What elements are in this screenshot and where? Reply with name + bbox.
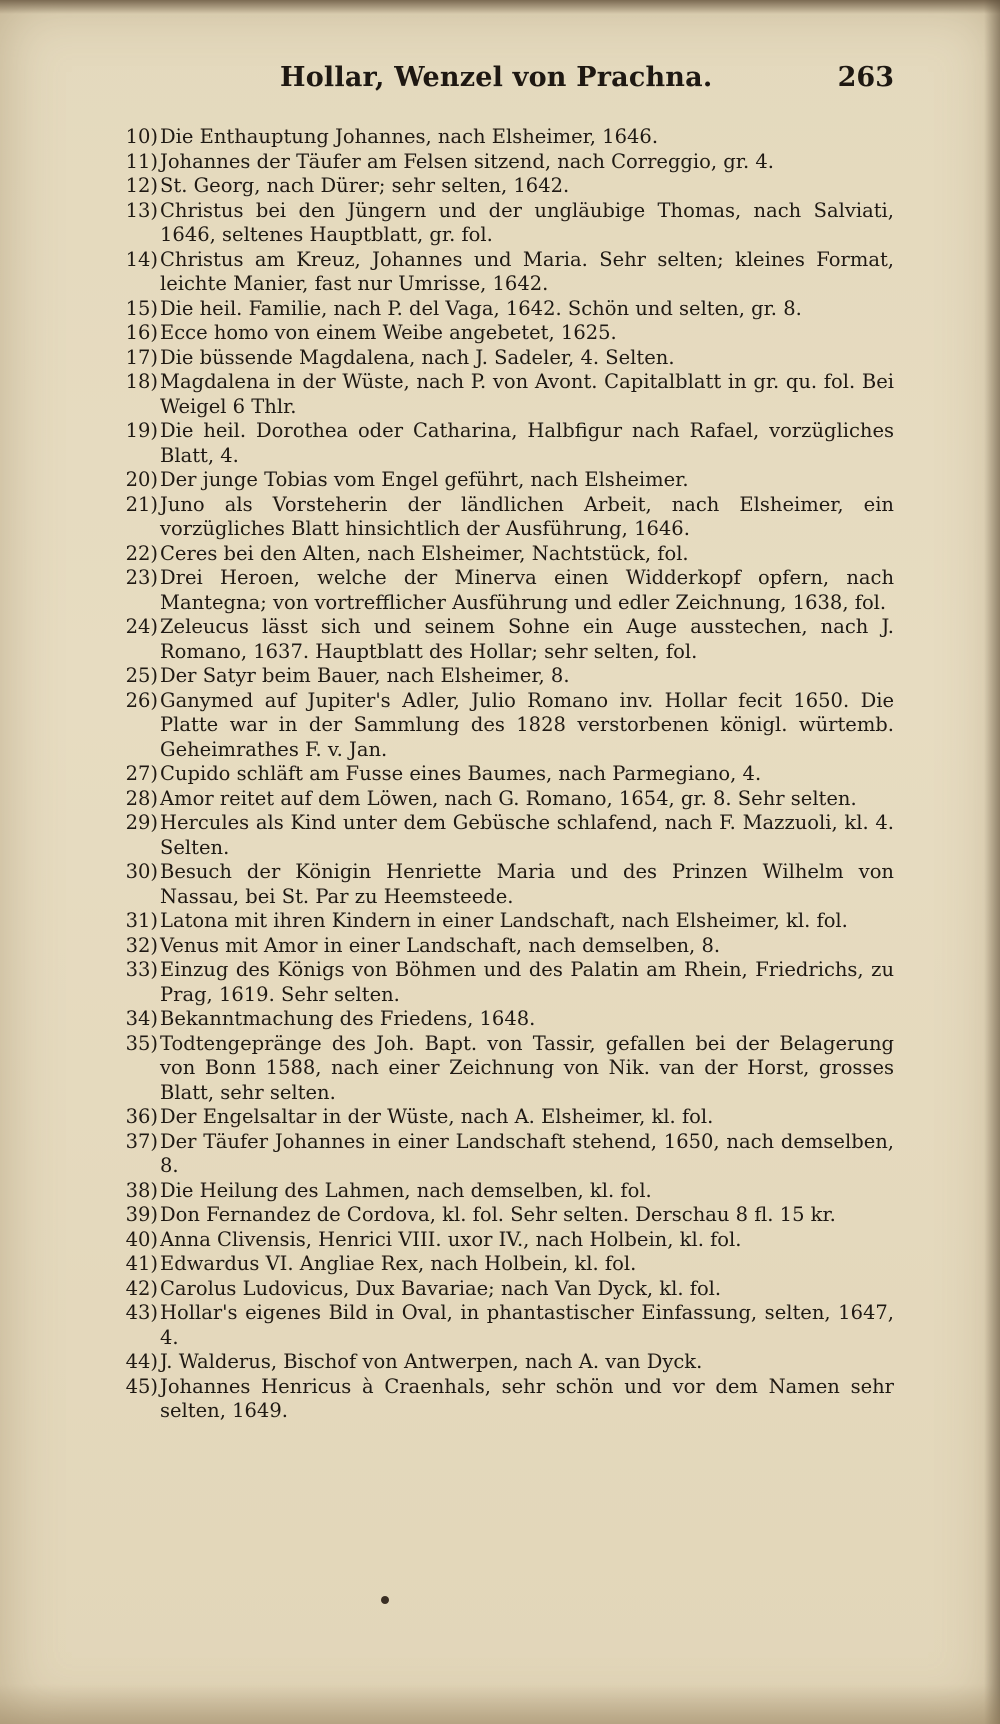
entry-number: 16) — [125, 321, 158, 344]
ink-spot — [381, 1596, 389, 1604]
entry-number: 33) — [125, 958, 158, 981]
entry-number: 15) — [125, 296, 158, 320]
entry-text: Der junge Tobias vom Engel geführt, nach Elsheimer. — [160, 468, 689, 491]
catalogue-entry — [108, 934, 894, 959]
entry-number: 26) — [125, 688, 158, 712]
entry-number: 22) — [125, 541, 158, 565]
catalogue-entry — [108, 1350, 894, 1375]
entry-text: Der Satyr beim Bauer, nach Elsheimer, 8. — [160, 664, 570, 687]
catalogue-entry — [108, 1301, 894, 1350]
entry-number: 43) — [125, 1301, 158, 1324]
entry-text: Christus bei den Jüngern und der ungläubige Thomas, nach Salviati, 1646, seltenes Hauptblatt, gr. fol. — [160, 198, 894, 246]
catalogue-entry — [108, 1375, 894, 1424]
entry-number: 14) — [125, 247, 158, 271]
entry-number: 37) — [125, 1129, 158, 1153]
entry-text: Hercules als Kind unter dem Gebüsche schlafend, nach F. Mazzuoli, kl. 4. Selten. — [160, 811, 894, 859]
catalogue-entry — [108, 174, 894, 199]
catalogue-entry — [108, 493, 894, 542]
entry-text: Venus mit Amor in einer Landschaft, nach demselben, 8. — [160, 933, 721, 957]
entry-number: 39) — [125, 1203, 158, 1226]
entry-number: 29) — [125, 811, 158, 834]
entry-text: Juno als Vorsteherin der ländlichen Arbeit, nach Elsheimer, ein vorzügliches Blatt hinsichtlich der Ausführung, 1646. — [160, 492, 894, 540]
entry-text: Die heil. Dorothea oder Catharina, Halbfigur nach Rafael, vorzügliches Blatt, 4. — [160, 419, 894, 467]
catalogue-entry — [108, 370, 894, 419]
catalogue-entry — [108, 664, 894, 689]
entry-number: 27) — [125, 762, 158, 785]
entry-number: 23) — [125, 566, 158, 589]
entry-text: Johannes Henricus à Craenhals, sehr schön und vor dem Namen sehr selten, 1649. — [160, 1374, 894, 1422]
catalogue-entry — [108, 615, 894, 664]
entry-number: 18) — [125, 370, 158, 393]
entry-text: Die büssende Magdalena, nach J. Sadeler, 4. Selten. — [160, 345, 675, 369]
entry-number: 35) — [125, 1031, 158, 1055]
catalogue-entry — [108, 1277, 894, 1302]
catalogue-entry — [108, 346, 894, 371]
entry-number: 25) — [125, 664, 158, 687]
entry-number: 40) — [125, 1227, 158, 1251]
catalogue-entry — [108, 199, 894, 248]
entry-text: Die Heilung des Lahmen, nach demselben, kl. fol. — [160, 1178, 652, 1202]
catalogue-entry — [108, 468, 894, 493]
catalogue-entry — [108, 909, 894, 934]
entry-text: Ecce homo von einem Weibe angebetet, 1625. — [160, 321, 617, 344]
entry-number: 31) — [125, 909, 158, 932]
catalogue-entry — [108, 321, 894, 346]
catalogue-entry — [108, 787, 894, 812]
entry-number: 30) — [125, 860, 158, 883]
catalogue-entry — [108, 150, 894, 175]
catalogue-entry — [108, 1130, 894, 1179]
entry-text: Johannes der Täufer am Felsen sitzend, nach Correggio, gr. 4. — [160, 149, 774, 173]
entry-number: 44) — [125, 1350, 158, 1373]
entry-text: Todtengepränge des Joh. Bapt. von Tassir, gefallen bei der Belagerung von Bonn 1588, nach einer Zeichnung von Nik. van der Horst, grosses Blatt, sehr selten. — [160, 1031, 894, 1104]
entry-text: J. Walderus, Bischof von Antwerpen, nach A. van Dyck. — [160, 1350, 703, 1373]
catalogue-entry — [108, 689, 894, 763]
entry-text: Zeleucus lässt sich und seinem Sohne ein Auge ausstechen, nach J. Romano, 1637. Hauptblatt des Hollar; sehr selten, fol. — [160, 615, 894, 663]
entry-number: 24) — [125, 615, 158, 638]
running-title: Hollar, Wenzel von Prachna. — [280, 62, 713, 93]
catalogue-entry — [108, 860, 894, 909]
catalogue-entry — [108, 811, 894, 860]
entry-number: 45) — [125, 1374, 158, 1398]
entry-text: Die heil. Familie, nach P. del Vaga, 1642. Schön und selten, gr. 8. — [160, 296, 802, 320]
page-number: 263 — [837, 62, 894, 93]
entry-text: Einzug des Königs von Böhmen und des Palatin am Rhein, Friedrichs, zu Prag, 1619. Sehr selten. — [160, 958, 894, 1006]
entry-text: Die Enthauptung Johannes, nach Elsheimer, 1646. — [160, 125, 659, 148]
entry-text: Bekanntmachung des Friedens, 1648. — [160, 1007, 536, 1030]
entry-text: Der Engelsaltar in der Wüste, nach A. Elsheimer, kl. fol. — [160, 1105, 714, 1128]
running-header — [160, 62, 894, 102]
entry-number: 28) — [125, 786, 158, 810]
entry-number: 36) — [125, 1105, 158, 1128]
catalogue-list — [108, 125, 894, 1424]
entry-text: Amor reitet auf dem Löwen, nach G. Romano, 1654, gr. 8. Sehr selten. — [160, 786, 857, 810]
entry-text: Carolus Ludovicus, Dux Bavariae; nach Van Dyck, kl. fol. — [160, 1276, 722, 1300]
page-right-shadow — [984, 0, 1000, 1724]
entry-number: 13) — [125, 198, 158, 222]
entry-text: Der Täufer Johannes in einer Landschaft stehend, 1650, nach demselben, 8. — [160, 1129, 894, 1177]
entry-number: 19) — [125, 419, 158, 442]
entry-text: Ganymed auf Jupiter's Adler, Julio Romano inv. Hollar fecit 1650. Die Platte war in der Sammlung des 1828 verstorbenen königl. würtemb. Geheimrathes F. v. Jan. — [160, 688, 894, 761]
catalogue-entry — [108, 762, 894, 787]
catalogue-entry — [108, 566, 894, 615]
entry-text: Magdalena in der Wüste, nach P. von Avont. Capitalblatt in gr. qu. fol. Bei Weigel 6 Thlr. — [160, 370, 894, 418]
entry-number: 42) — [125, 1276, 158, 1300]
entry-text: Cupido schläft am Fusse eines Baumes, nach Parmegiano, 4. — [160, 762, 762, 785]
entry-text: Christus am Kreuz, Johannes und Maria. Sehr selten; kleines Format, leichte Manier, fast nur Umrisse, 1642. — [160, 247, 894, 295]
entry-text: St. Georg, nach Dürer; sehr selten, 1642. — [160, 174, 570, 197]
entry-number: 41) — [125, 1252, 158, 1275]
entry-number: 11) — [125, 149, 158, 173]
entry-number: 10) — [125, 125, 158, 148]
page-bottom-shadow — [0, 1684, 1000, 1724]
entry-text: Hollar's eigenes Bild in Oval, in phantastischer Einfassung, selten, 1647, 4. — [160, 1301, 894, 1349]
entry-text: Drei Heroen, welche der Minerva einen Widderkopf opfern, nach Mantegna; von vortrefflicher Ausführung und edler Zeichnung, 1638, fol. — [160, 566, 894, 614]
catalogue-entry — [108, 958, 894, 1007]
page-top-shadow — [0, 0, 1000, 14]
entry-number: 32) — [125, 933, 158, 957]
catalogue-entry — [108, 248, 894, 297]
catalogue-entry — [108, 1105, 894, 1130]
catalogue-entry — [108, 125, 894, 150]
catalogue-entry — [108, 1032, 894, 1106]
entry-number: 20) — [125, 468, 158, 491]
catalogue-entry — [108, 297, 894, 322]
entry-number: 21) — [125, 492, 158, 516]
catalogue-entry — [108, 542, 894, 567]
entry-text: Latona mit ihren Kindern in einer Landschaft, nach Elsheimer, kl. fol. — [160, 909, 848, 932]
entry-number: 34) — [125, 1007, 158, 1030]
catalogue-entry — [108, 1179, 894, 1204]
entry-text: Don Fernandez de Cordova, kl. fol. Sehr selten. Derschau 8 fl. 15 kr. — [160, 1203, 836, 1226]
catalogue-entry — [108, 1203, 894, 1228]
entry-text: Anna Clivensis, Henrici VIII. uxor IV., nach Holbein, kl. fol. — [160, 1227, 742, 1251]
entry-number: 38) — [125, 1178, 158, 1202]
catalogue-entry — [108, 1007, 894, 1032]
entry-text: Ceres bei den Alten, nach Elsheimer, Nachtstück, fol. — [160, 541, 689, 565]
entry-text: Besuch der Königin Henriette Maria und des Prinzen Wilhelm von Nassau, bei St. Par zu Heemsteede. — [160, 860, 894, 908]
catalogue-entry — [108, 1228, 894, 1253]
entry-number: 12) — [125, 174, 158, 197]
catalogue-entry — [108, 419, 894, 468]
entry-text: Edwardus VI. Angliae Rex, nach Holbein, kl. fol. — [160, 1252, 637, 1275]
entry-number: 17) — [125, 345, 158, 369]
catalogue-entry — [108, 1252, 894, 1277]
